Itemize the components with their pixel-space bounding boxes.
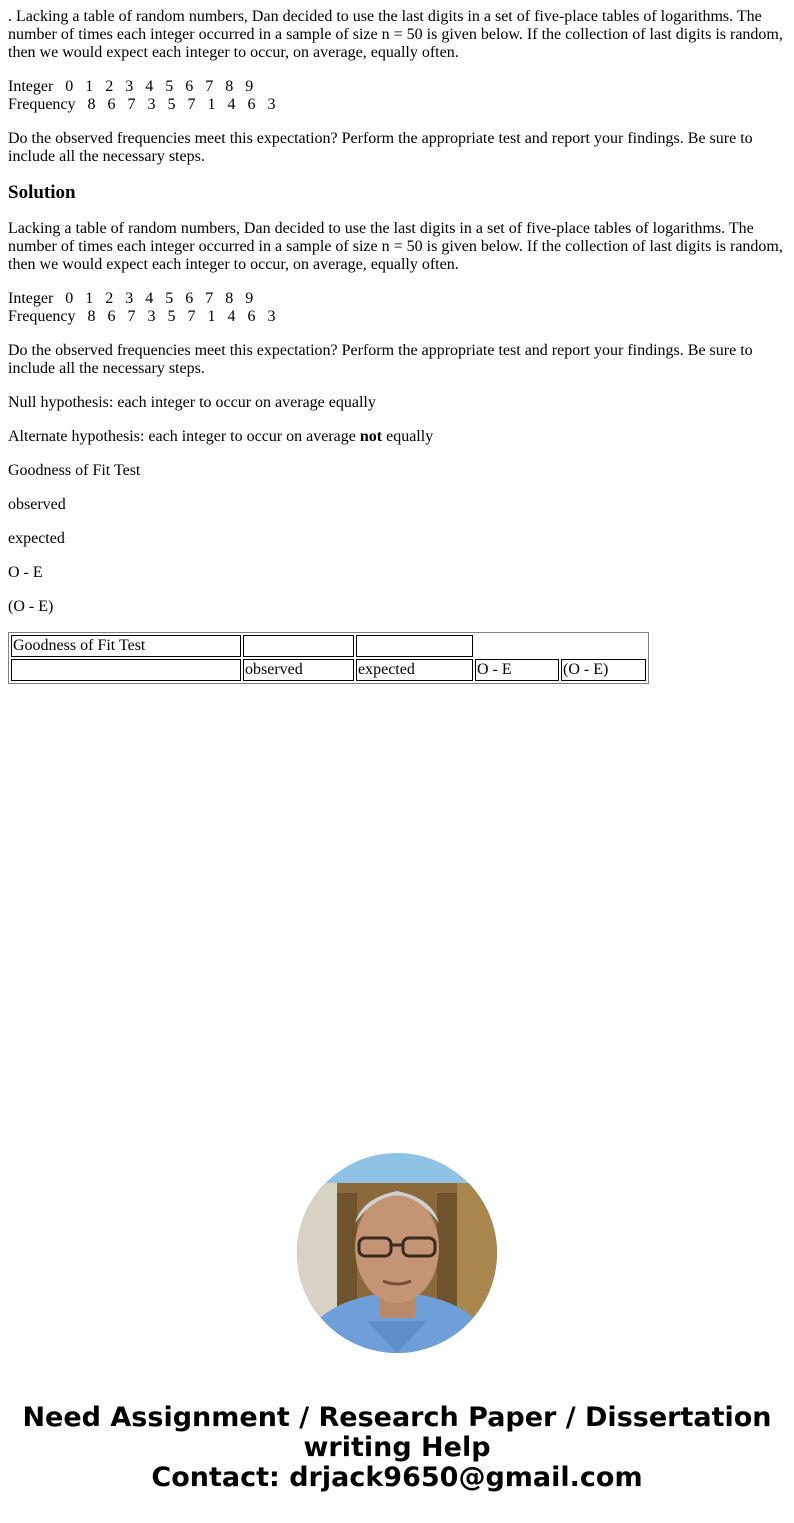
table-cell: observed [243,659,354,681]
alt-hypothesis-not: not [359,428,383,445]
table-cell: O - E [475,659,559,681]
test-name: Goodness of Fit Test [8,462,141,479]
solution-frequency-table-text [8,290,786,326]
question-intro: . Lacking a table of random numbers, Dan decided to use the last digits in a set of five-place tables of logarithms. The number of times each integer occurred in a sample of size n = 50 is given below. If the collection of last digits is random, then we would expect each integer to occur, on average, equally often. [8,8,783,61]
table-cell [475,635,559,657]
null-hypothesis: Null hypothesis: each integer to occur on average equally [8,394,376,411]
label-o-minus-e: O - E [8,564,43,581]
table-row [11,635,646,657]
avatar-portrait [297,1153,497,1353]
author-avatar [297,1153,497,1353]
label-o-minus-e-paren: (O - E) [8,598,54,615]
label-observed: observed [8,496,66,513]
table-cell [356,635,473,657]
goodness-of-fit-table [8,632,649,684]
table-row [11,659,646,681]
alternate-hypothesis [8,428,786,446]
solution-heading: Solution [8,182,76,203]
promo-banner [0,1403,794,1493]
table-cell [561,635,646,657]
label-expected: expected [8,530,65,547]
table-cell: expected [356,659,473,681]
solution-frequency-line: Frequency 8 6 7 3 5 7 1 4 6 3 [8,308,276,325]
table-cell: (O - E) [561,659,646,681]
promo-line-3: Contact: drjack9650@gmail.com [151,1462,643,1493]
solution-integer-line: Integer 0 1 2 3 4 5 6 7 8 9 [8,290,254,307]
promo-line-2: writing Help [303,1432,491,1463]
question-prompt: Do the observed frequencies meet this expectation? Perform the appropriate test and report your findings. Be sure to include all the necessary steps. [8,130,753,165]
solution-intro: Lacking a table of random numbers, Dan decided to use the last digits in a set of five-place tables of logarithms. The number of times each integer occurred in a sample of size n = 50 is given below. If the collection of last digits is random, then we would expect each integer to occur, on average, equally often. [8,220,783,273]
solution-prompt: Do the observed frequencies meet this expectation? Perform the appropriate test and report your findings. Be sure to include all the necessary steps. [8,342,753,377]
alt-hypothesis-prefix: Alternate hypothesis: each integer to occur on average [8,428,360,445]
frequency-table-text [8,78,786,114]
table-cell [11,659,241,681]
alt-hypothesis-suffix: equally [382,428,434,445]
table-cell [243,635,354,657]
frequency-line: Frequency 8 6 7 3 5 7 1 4 6 3 [8,96,276,113]
promo-line-1: Need Assignment / Research Paper / Dissertation [22,1402,772,1433]
table-cell: Goodness of Fit Test [11,635,241,657]
document-body [8,8,786,684]
integer-line: Integer 0 1 2 3 4 5 6 7 8 9 [8,78,254,95]
